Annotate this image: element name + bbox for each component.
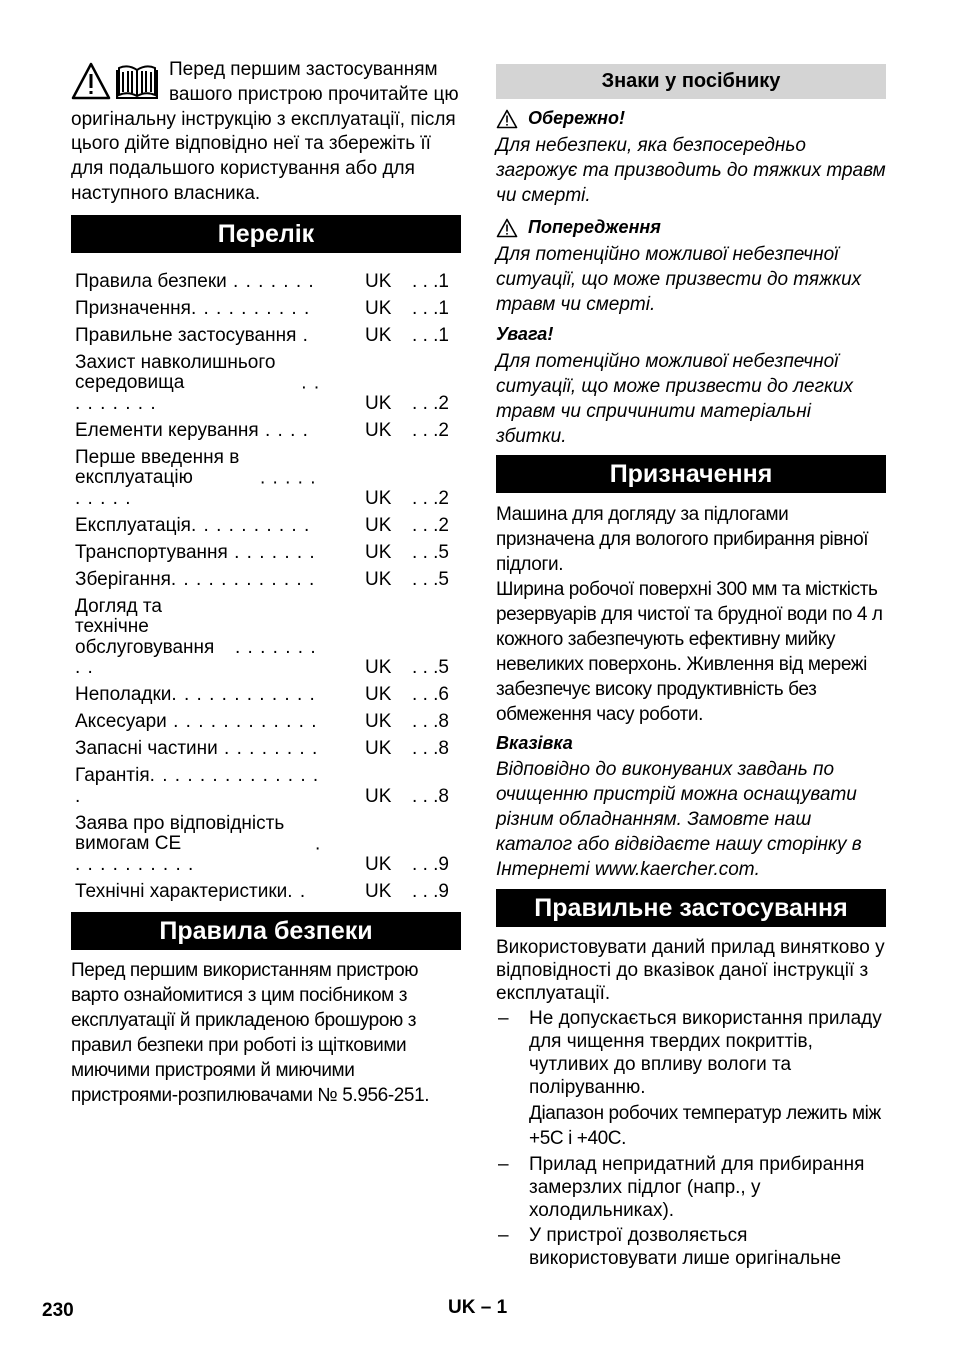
intro-block xyxy=(71,58,461,207)
warning-triangle-icon xyxy=(73,64,109,98)
toc-lang: UK xyxy=(365,487,392,509)
toc-page: 5 xyxy=(438,568,449,590)
toc-row[interactable]: Експлуатація. . . . . . . . . . UK . . .2 xyxy=(75,514,449,536)
manual-book-icon xyxy=(117,66,157,98)
toc-title: Елементи керування xyxy=(75,420,259,441)
toc-lang: UK xyxy=(365,880,392,902)
toc-page: 1 xyxy=(438,297,449,319)
danger-head xyxy=(496,108,886,129)
toc-page: 5 xyxy=(438,657,449,679)
footer-section: UK – 1 xyxy=(448,1297,508,1318)
intro-icons xyxy=(71,62,161,102)
symbols-heading: Знаки у посібнику xyxy=(496,64,886,99)
toc-title: Аксесуари xyxy=(75,712,167,733)
toc-lang: UK xyxy=(365,270,392,292)
warning-head xyxy=(496,217,886,238)
toc-title: Неполадки xyxy=(75,685,172,706)
toc-row[interactable]: Елементи керування . . . . UK . . .2 xyxy=(75,419,449,441)
toc-lang: UK xyxy=(365,738,392,760)
toc-row[interactable]: Транспортування . . . . . . . UK . . .5 xyxy=(75,541,449,563)
toc-lang: UK xyxy=(365,853,392,875)
toc-lang: UK xyxy=(365,419,392,441)
toc-lang: UK xyxy=(365,711,392,733)
list-item-text: Не допускається використання приладу для чищення твердих покриттів, чутливих до впливу вологи та поліруванню. xyxy=(529,1008,882,1098)
list-item xyxy=(496,1007,886,1151)
toc-title: Правила безпеки xyxy=(75,271,227,292)
toc-page: 9 xyxy=(438,853,449,875)
warning-text: Для потенційно можливої небезпечної ситуації, що може призвести до тяжких травм чи смерті. xyxy=(496,244,862,315)
toc-page: 1 xyxy=(438,270,449,292)
list-dash: – xyxy=(498,1225,509,1246)
toc-title: Зберігання xyxy=(75,569,171,590)
purpose-text-1: Машина для догляду за підлогами призначена для вологого прибирання рівної підлоги. xyxy=(496,504,869,575)
toc-title: Призначення xyxy=(75,298,191,319)
toc-page: 2 xyxy=(438,392,449,414)
note-label: Вказівка xyxy=(496,733,573,753)
table-of-contents xyxy=(75,269,461,906)
toc-lang: UK xyxy=(365,785,392,807)
toc-page: 2 xyxy=(438,514,449,536)
toc-page: 8 xyxy=(438,738,449,760)
toc-lang: UK xyxy=(365,392,392,414)
toc-title: Транспортування xyxy=(75,542,228,563)
toc-title: Перше введення в експлуатацію xyxy=(75,447,240,489)
toc-row[interactable]: Зберігання. . . . . . . . . . . . UK . . .5 xyxy=(75,568,449,590)
toc-title: Технічні характеристики xyxy=(75,881,288,902)
purpose-heading: Призначення xyxy=(496,455,886,493)
toc-row[interactable]: Неполадки. . . . . . . . . . . . UK . . .6 xyxy=(75,684,449,706)
toc-row[interactable]: Призначення. . . . . . . . . . UK . . .1 xyxy=(75,297,449,319)
toc-row[interactable]: Правила безпеки . . . . . . . UK . . .1 xyxy=(75,270,449,292)
toc-lang: UK xyxy=(365,657,392,679)
proper-use-list xyxy=(496,1007,886,1270)
proper-use-text: Використовувати даний прилад винятково у відповідності до вказівок даної інструкції з експлуатації. xyxy=(496,937,885,1004)
toc-page: 6 xyxy=(438,684,449,706)
page-number: 230 xyxy=(42,1300,74,1321)
list-dash: – xyxy=(498,1008,509,1029)
safety-heading: Правила безпеки xyxy=(71,912,461,950)
toc-lang: UK xyxy=(365,514,392,536)
toc-row[interactable]: Технічні характеристики. . UK . . .9 xyxy=(75,880,449,902)
toc-page: 2 xyxy=(438,487,449,509)
purpose-text-2: Ширина робочої поверхні 300 мм та місткість резервуарів для чистої та брудної води по 4 л кожного забезпечують ефективну мийку невеликих поверхонь. Живлення від мережі забезпечує високу продуктивність без обмеження часу роботи. xyxy=(496,579,883,725)
toc-title: Запасні частини xyxy=(75,739,218,760)
warning-triangle-icon xyxy=(496,218,518,238)
toc-lang: UK xyxy=(365,684,392,706)
toc-heading: Перелік xyxy=(71,215,461,253)
toc-lang: UK xyxy=(365,568,392,590)
note-text: Відповідно до виконуваних завдань по очищенню пристрій можна оснащувати різним обладнанням. Замовте наш каталог або відвідаєте нашу сторінку в Інтернеті www.kaercher.com. xyxy=(496,759,862,880)
list-item-text: Прилад непридатний для прибирання замерзлих підлог (напр., у холодильниках). xyxy=(529,1154,865,1221)
toc-title: Заява про відповідність вимогам CE xyxy=(75,813,285,855)
toc-row[interactable]: Захист навколишнього середовища . . . . . . . . . UK . . .2 xyxy=(75,352,449,414)
caution-text: Для потенційно можливої небезпечної ситуації, що може призвести до легких травм чи спричинити матеріальні збитки. xyxy=(496,351,854,447)
proper-use-heading: Правильне застосування xyxy=(496,889,886,927)
danger-text: Для небезпеки, яка безпосередньо загрожує та призводить до тяжких травм чи смерті. xyxy=(496,135,886,206)
toc-row[interactable]: Догляд та технічне обслуговування . . . . . . . . . UK . . .5 xyxy=(75,596,449,679)
toc-title: Догляд та технічне обслуговування xyxy=(75,596,215,658)
toc-page: 2 xyxy=(438,419,449,441)
toc-page: 5 xyxy=(438,541,449,563)
left-column xyxy=(71,58,461,1108)
toc-page: 8 xyxy=(438,785,449,807)
toc-row[interactable]: Заява про відповідність вимогам CE . . . . . . . . . . . UK . . .9 xyxy=(75,813,449,875)
danger-label: Обережно! xyxy=(528,108,626,128)
toc-page: 8 xyxy=(438,711,449,733)
caution-label: Увага! xyxy=(496,324,554,344)
toc-lang: UK xyxy=(365,541,392,563)
toc-title: Правильне застосування xyxy=(75,325,297,346)
toc-row[interactable]: Гарантія. . . . . . . . . . . . . . . UK . . .8 xyxy=(75,766,449,807)
right-column xyxy=(496,64,886,1270)
list-dash: – xyxy=(498,1154,509,1175)
list-item xyxy=(496,1224,886,1270)
toc-row[interactable]: Запасні частини . . . . . . . . UK . . .8 xyxy=(75,738,449,760)
toc-title: Експлуатація xyxy=(75,515,191,536)
safety-text: Перед першим використанням пристрою варто ознайомитися з цим посібником з експлуатації й прикладеною брошурою з правил безпеки при роботі із щітковими миючими пристроями й миючими пристроями-розпилювачами № 5.956-251. xyxy=(71,959,430,1106)
toc-page: 1 xyxy=(438,324,449,346)
list-item-text: У пристрої дозволяється використовувати лише оригінальне xyxy=(529,1225,842,1269)
temp-note: Діапазон робочих температур лежить між +5С і +40С. xyxy=(529,1103,881,1149)
toc-lang: UK xyxy=(365,297,392,319)
warning-label: Попередження xyxy=(528,217,661,237)
toc-row[interactable]: Правильне застосування . UK . . .1 xyxy=(75,324,449,346)
toc-title: Захист навколишнього середовища xyxy=(75,352,276,394)
warning-triangle-icon xyxy=(496,109,518,129)
toc-lang: UK xyxy=(365,324,392,346)
toc-row[interactable]: Перше введення в експлуатацію . . . . . . . . . . UK . . .2 xyxy=(75,447,449,509)
toc-row[interactable]: Аксесуари . . . . . . . . . . . . UK . . .8 xyxy=(75,711,449,733)
intro-text: Перед першим застосуванням вашого пристрою прочитайте цю оригінальну інструкцію з експлуатації, після цього дійте відповідно неї та збережіть її для подальшого користування або для наступного власника. xyxy=(71,59,459,204)
toc-title: Гарантія xyxy=(75,766,150,787)
list-item xyxy=(496,1153,886,1222)
toc-page: 9 xyxy=(438,880,449,902)
